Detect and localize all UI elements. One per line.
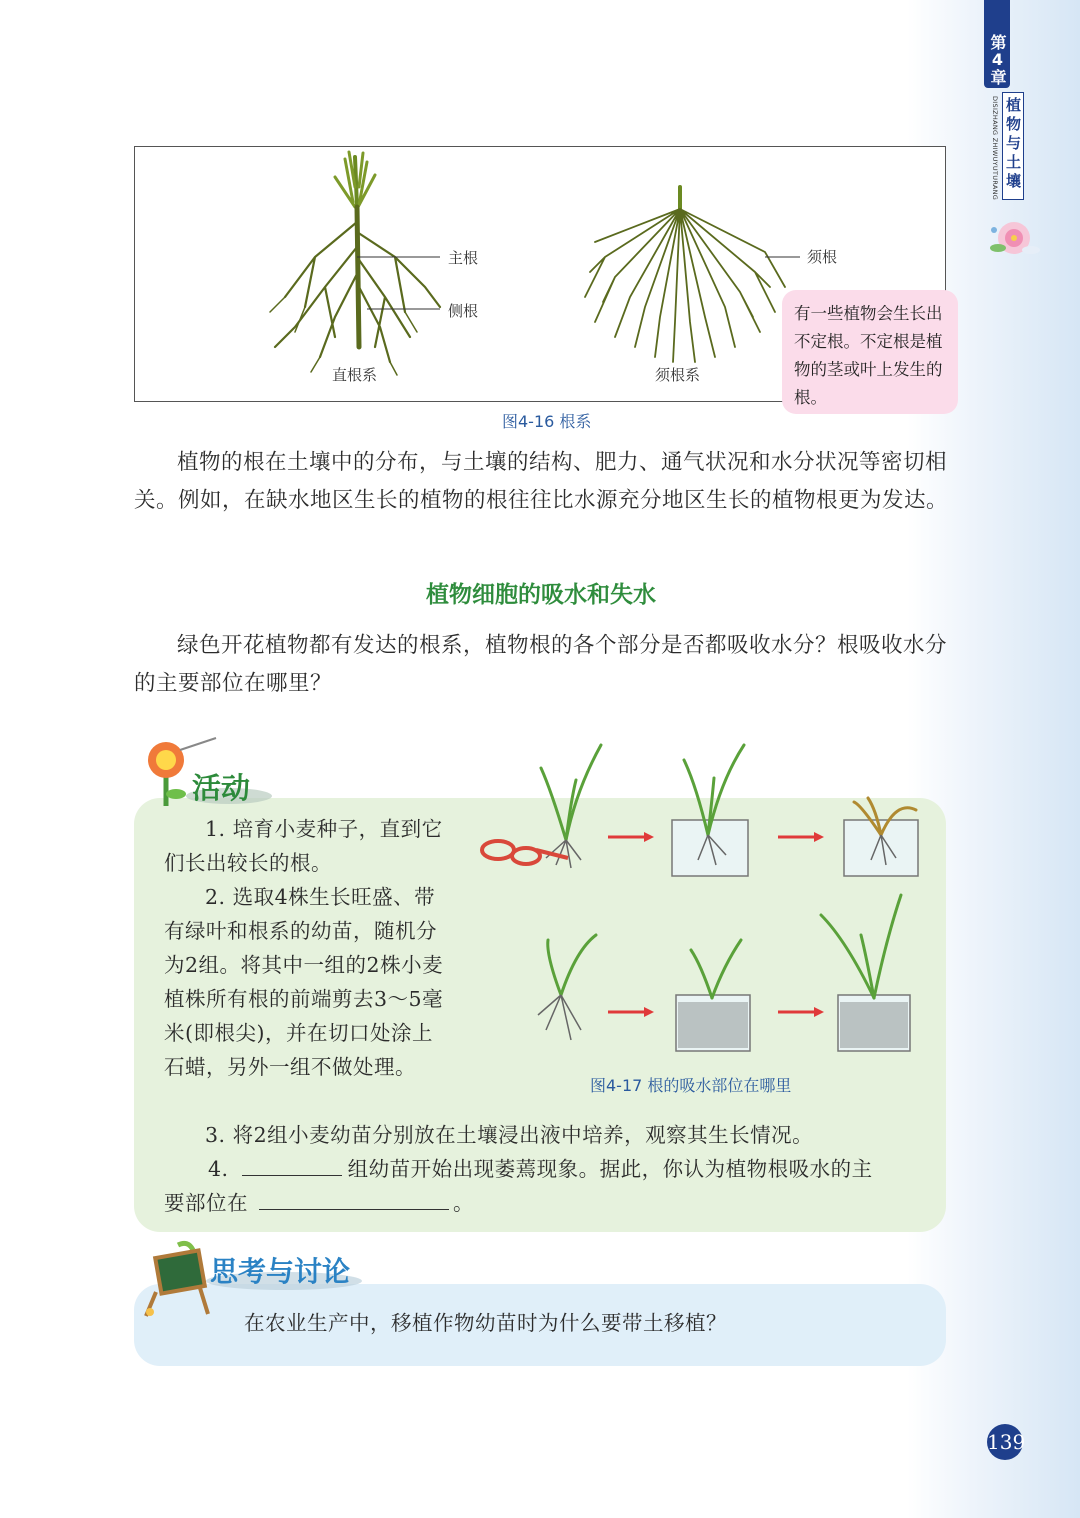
figure-caption-4-16: 图4-16 根系 bbox=[502, 412, 592, 431]
label-lateral-root: 侧根 bbox=[448, 302, 479, 320]
chapter-pinyin: DISIZHANG ZHIWUYUTURANG bbox=[991, 96, 999, 201]
water-absorption-figure bbox=[476, 740, 936, 1070]
side-note: 有一些植物会生长出不定根。不定根是植物的茎或叶上发生的根。 bbox=[782, 290, 958, 414]
step-4-number: 4. bbox=[208, 1157, 229, 1181]
figure-caption-4-17: 图4-17 根的吸水部位在哪里 bbox=[590, 1076, 792, 1095]
activity-step-4 bbox=[164, 1152, 934, 1220]
activity-step-3: 3. 将2组小麦幼苗分别放在土壤浸出液中培养，观察其生长情况。 bbox=[205, 1123, 814, 1147]
fibrous-root-plant bbox=[585, 187, 785, 362]
label-main-root: 主根 bbox=[448, 249, 479, 267]
answer-blank-group[interactable] bbox=[242, 1153, 342, 1176]
paragraph-question: 绿色开花植物都有发达的根系，植物根的各个部分是否都吸收水分？根吸收水分的主要部位在哪里？ bbox=[134, 633, 948, 696]
step-4-text-cont: 要部位在 bbox=[164, 1191, 248, 1215]
scissors-icon bbox=[482, 841, 568, 864]
flower-icon bbox=[984, 212, 1044, 262]
taproot-plant bbox=[270, 152, 440, 375]
label-taproot-system: 直根系 bbox=[332, 366, 378, 384]
step-4-end: 。 bbox=[453, 1191, 475, 1215]
wheat-seedling-1 bbox=[541, 745, 601, 840]
chapter-name: 植物与土壤 bbox=[1002, 92, 1024, 200]
section-title: 植物细胞的吸水和失水 bbox=[426, 582, 656, 608]
activity-step-1: 1. 培育小麦种子，直到它们长出较长的根。 bbox=[164, 817, 443, 875]
activity-title: 活动 bbox=[192, 771, 251, 805]
step-4-text: 组幼苗开始出现萎蔫现象。据此，你认为植物根吸水的主 bbox=[347, 1157, 873, 1181]
discussion-title: 思考与讨论 bbox=[210, 1255, 351, 1288]
label-fibrous-root-system: 须根系 bbox=[655, 366, 701, 384]
label-fibrous-root: 须根 bbox=[807, 248, 838, 266]
chapter-tab: 第4章 bbox=[984, 0, 1010, 88]
discussion-question: 在农业生产中，移植作物幼苗时为什么要带土移植？ bbox=[244, 1311, 727, 1335]
paragraph-root-distribution: 植物的根在土壤中的分布，与土壤的结构、肥力、通气状况和水分状况等密切相关。例如，在缺水地区生长的植物的根往往比水源充分地区生长的植物根更为发达。 bbox=[134, 450, 949, 513]
answer-blank-location[interactable] bbox=[259, 1187, 449, 1210]
page-number: 139 bbox=[987, 1424, 1023, 1460]
activity-step-2: 2. 选取4株生长旺盛、带有绿叶和根系的幼苗，随机分为2组。将其中一组的2株小麦植株所有根的前端剪去3～5毫米(即根尖)，并在切口处涂上石蜡，另外一组不做处理。 bbox=[164, 885, 444, 1079]
